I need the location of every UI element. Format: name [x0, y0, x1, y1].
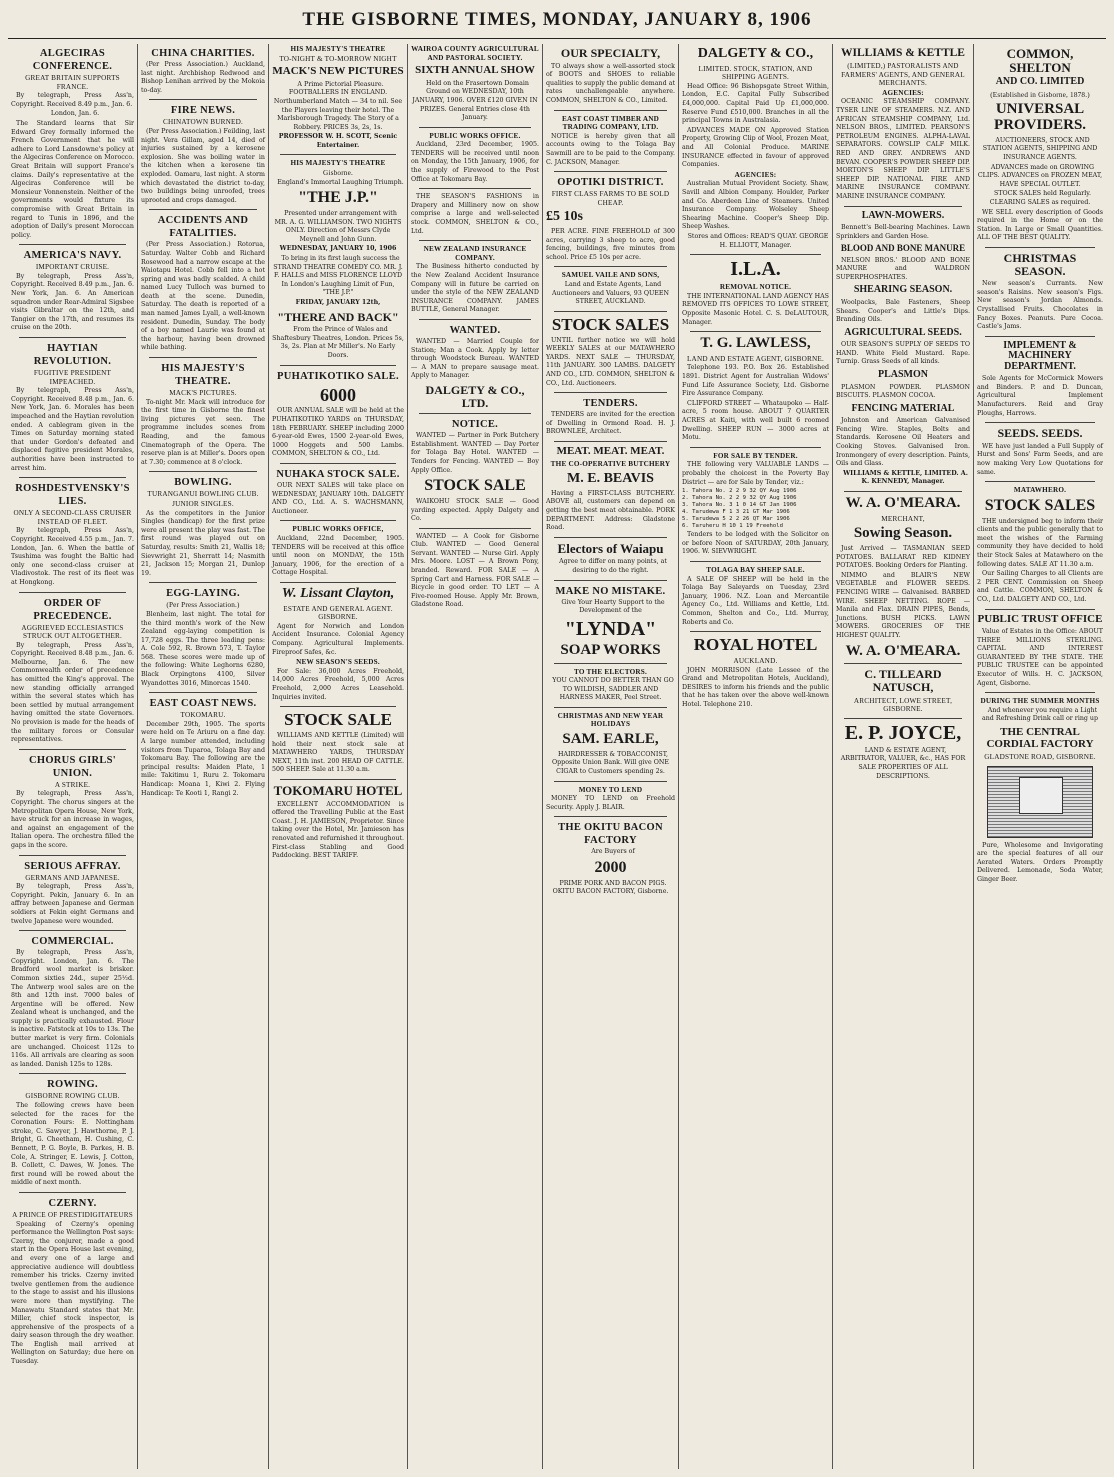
column-1 [8, 44, 137, 1471]
headline: THE CO-OPERATIVE BUTCHERY [550, 460, 671, 469]
ad-title: C. TILLEARD NATUSCH, [864, 667, 942, 694]
article-body: The Standard learns that Sir Edward Grey formally informed the French Government that he will adhere to Lord Lansdowne's policy at the Algeciras Conference on Morocco. Great Britain will support France's claims. Daily's representative at the Algeciras Conference will be Monsieur Vonnenstein. Neither of the governments would fixture its compromise with Great Britain in regard to Tunis in 1896, and the adoption of Daily's present Moroccan policy. [11, 119, 134, 239]
headline: ROSHDESTVENSKY'S LIES. [15, 483, 130, 508]
subheadline: ARCHITECT, LOWE STREET, GISBORNE. [853, 696, 953, 714]
ad-title: "THERE AND BACK" [277, 309, 399, 324]
headline: AGENCIES: [882, 88, 924, 97]
ad-body: The Business hitherto conducted by the New Zealand Accident Insurance Company will in future be carried on under the style of the NEW ZEALAND INSURANCE COMPANY. JAMES BUTTLE, General Manager. [411, 263, 539, 314]
headline: PUBLIC WORKS OFFICE. [429, 131, 521, 140]
headline: AMERICA'S NAVY. [23, 250, 122, 262]
ad-body: Held on the Frasertown Domain Ground on WEDNESDAY, 10th JANUARY, 1906. OVER £120 GIVEN IN PRIZES. General Entries close 4th January. [412, 79, 538, 122]
ad-body: Johnston and American Galvanised Fencing Wire. Staples, Bolts and Standards. Kerosene Oil Heaters and Cooking Stoves. Galvanised Iron. Ironmongery of every description. Paints, Oils and Glass. [836, 417, 970, 468]
ad-body: TO always show a well-assorted stock of BOOTS and SHOES to reliable qualities to supply the public demand at rates unchallengeable anywhere. COMMON, SHELTON & CO., Limited. [546, 62, 675, 104]
ad-title: T. G. LAWLESS, [700, 335, 811, 352]
table-row: 4. Tarudewa F 1 3 21 GT Mar 1906 [682, 509, 790, 516]
ad-title: CHRISTMAS SEASON. [1003, 251, 1077, 278]
ad-body: Value of Estates in the Office: ABOUT THREE MILLIONS STERLING. CAPITAL AND INTEREST GUARANTEED BY THE STATE. THE PUBLIC TRUSTEE can be appointed Executor of Wills. H. C. JACKSON, Agent, Gisborne. [977, 628, 1103, 687]
headline: TO THE ELECTORS. [574, 667, 647, 676]
ad-body: EXCELLENT ACCOMMODATION is offered the Travelling Public at the East Coast. J. H. JAMIESON, Proprietor. Since taking over the Hotel, Mr. Jamieson has renovated and refurnished it throughout. First-class Stabling and Good Paddocking. BEST TARIFF. [272, 800, 404, 860]
ad-body: Presented under arrangement with MR. A. G. WILLIAMSON. TWO NIGHTS ONLY. Direction of Messrs Clyde Meynell and John Gunn. [274, 210, 402, 243]
ad-body: WE SELL every description of Goods required in the Home or on the Station. In Large or Small Quantities. ALL OF THE BEST QUALITY. [977, 208, 1103, 242]
subheadline: GERMANS AND JAPANESE. [25, 873, 120, 882]
ad-title: W. A. O'MEARA. [845, 494, 961, 511]
ad-title: M. E. BEAVIS [567, 471, 654, 487]
ad-body: WAIKOHU STOCK SALE — Good yarding expected. Apply Dalgety and Co. [411, 497, 539, 523]
ad-body: THE following very VALUABLE LANDS — probably the choicest in the Poverty Bay District — are for Sale by Tender, viz.: [682, 461, 829, 486]
headline: ROWING. [47, 1079, 98, 1091]
ad-body: Land and Estate Agents, Land Auctioneers and Valuers, 93 QUEEN STREET, AUCKLAND. [551, 280, 669, 306]
column-2 [138, 44, 268, 1471]
headline: EAST COAST TIMBER AND TRADING COMPANY, LTD. [561, 114, 660, 132]
byline: By telegraph, Press Ass'n, Copyright. Received 8.49 p.m., Jan. 6. [11, 92, 134, 108]
ad-body: Give Your Hearty Support to the Development of the [561, 598, 665, 615]
ad-title: LAWN-MOWERS. [861, 209, 945, 221]
ad-title: DALGETY & CO., [697, 46, 814, 61]
subheadline: GISBORNE ROWING CLUB. [25, 1092, 120, 1101]
subheadline: CHINATOWN BURNED. [163, 118, 243, 127]
headline: CHRISTMAS AND NEW YEAR HOLIDAYS [557, 711, 664, 729]
headline: CHORUS GIRLS' UNION. [28, 754, 117, 779]
ad-body: UNTIL further notice we will hold WEEKLY SALES at our MATAWHERO YARDS. NEXT SALE — THURSDAY, 11th JANUARY. 300 LAMBS. DALGETY AND CO., LTD. COMMON, SHELTON & CO., Ltd. Auctioneers. [546, 336, 675, 387]
headline: AGENCIES: [734, 170, 777, 179]
article-body: To-night Mr. Mack will introduce for the first time in Gisborne the finest living pictures yet seen. The programme includes scenes from Reading, and the famous Cinematograph of the Opera. The reserve plan is at Miller's. Doors open at 7.30; commence at 8 o'clock. [141, 398, 265, 466]
ad-body: New season's Currants. New season's Raisins. New season's Figs. New season's Jordan Almonds. Crystallised Fruits. Chocolates in Fancy Boxes. Peanuts. Pure Cocoa. Castle's Jams. [977, 280, 1103, 331]
ad-line: PROFESSOR W. H. SCOTT, Scenic Entertainer. [278, 133, 398, 149]
ad-body: YOU CANNOT DO BETTER THAN GO TO WILDISH, SADDLER AND HARNESS MAKER, Peel Street. [552, 677, 674, 702]
subheadline: LAND AND ESTATE AGENT, GISBORNE. [686, 354, 825, 363]
land-table [682, 488, 829, 530]
headline: CZERNY. [48, 1197, 97, 1209]
ad-title: DALGETY & CO., LTD. [425, 382, 525, 410]
ad-body: Head Office: 96 Bishopsgate Street Within, London, E.C. Capital Fully Subscribed £4,000,000. Capital Paid Up £1,000,000. Reserve Fund £510,000. Branches in all the principal Towns in Australasia. [682, 82, 829, 125]
ad-title: "THE J.P." [298, 189, 378, 207]
headline: NUHAKA STOCK SALE. [276, 469, 400, 481]
ad-body: ADVANCES made on GROWING CLIPS. ADVANCES on FROZEN MEAT, HAVE SPECIAL OUTLET. [977, 163, 1103, 188]
subheadline: (LIMITED,) PASTORALISTS AND FARMERS' AGENTS, AND GENERAL MERCHANTS. [841, 62, 965, 88]
article-body: By telegraph, Press Ass'n, Copyright. London, Jan. 6. The Bradford wool market is brisker. Common sixties 24d., super 25½d. The Antwerp wool sales are on the 8th and 12th inst. 7000 bales of Argentine will be offered. New Zealand wheat is unchanged, and the supply is practically exhausted. Flour is inactive. Fatstock at 10s to 13s. The butter market is very firm. Colonials are unchanged. Choicest 112s to 116s. All arrivals are clearing as soon as landed. Danish 125s to 128s. [11, 949, 134, 1068]
ad-body: Our Sailing Charges to all Clients are 2 PER CENT. Commission on Sheep and Cattle. COMMON, SHELTON & CO., Ltd. DALGETY AND CO., Ltd. [977, 570, 1103, 603]
ad-body: WANTED — Partner in Pork Butchery Establishment. WANTED — Day Porter for Tolaga Bay Hotel. WANTED — Tenders for Fencing. WANTED — Boy Apply Office. [411, 432, 539, 474]
ad-title: 6000 [320, 384, 356, 405]
article-body: By telegraph, Press Ass'n, Copyright. The chorus singers at the Metropolitan Opera House, New York, have struck for an increase in wages, and against an engagement of the Italian opera. The orchestra filled the gaps in the score. [11, 790, 134, 849]
ad-body: For Sale: 36,000 Acres Freehold, 14,000 Acres Freehold, 5,000 Acres Freehold, 2,000 Acres Leasehold. Inquiries invited. [272, 667, 404, 701]
ad-title: W. A. O'MEARA. [845, 642, 961, 659]
subheadline: JUNIOR SINGLES. [172, 499, 234, 508]
ad-body: AUCTIONEERS, STOCK AND STATION AGENTS, SHIPPING AND INSURANCE AGENTS. [982, 136, 1098, 162]
ad-body: Telephone 193. P.O. Box 26. Established 1891. District Agent for Australian Widows' Fund Life Assurance Society, Ltd. Gisborne Fire Assurance Company. [682, 364, 829, 398]
article-body: As the competitors in the Junior Singles (handicap) for the first prize were all present the play was fast. The first round was played out on Saturday, results: Smith 21, Wallis 18; Sievwright 21, Sherratt 14; Nasmith 21, Jackson 15; Morgan 21, Dunlop 19. [141, 509, 265, 577]
subheadline: A PRINCE OF PRESTIDIGITATEURS [12, 1210, 133, 1219]
headline: CHINA CHARITIES. [151, 48, 255, 59]
ad-body: NOTICE is hereby given that all accounts owing to the Tolaga Bay Sawmill are to be paid to the Company. C. JACKSON, Manager. [546, 132, 675, 166]
ad-body: England's Immortal Laughing Triumph. [277, 178, 404, 186]
subheadline: A STRIKE. [54, 780, 91, 789]
ad-title: SIXTH ANNUAL SHOW [415, 64, 535, 77]
subheadline: (Established in Gisborne, 1878.) [990, 90, 1090, 99]
article-body: Speaking of Czerny's opening performance the Wellington Post says: Czerny, the conjurer, made a good start in the Opera House last evening, and every one of a large and appreciative audience will doubtless remember his tricks. Czerny invited twelve gentlemen from the audience to the stage to assist and his illusions were more than mystifying. The Manawatu Standard states that Mr. Miller, chief stock inspector, is apprehensive of the prospects of a dairy season through the dry weather. The English mail arrived at Wellington on Saturday; due here on Tuesday. [11, 1220, 134, 1366]
ad-title: SHEARING SEASON. [853, 284, 953, 296]
headline: PUBLIC WORKS OFFICE, [292, 525, 384, 534]
subheadline: FIRST CLASS FARMS TO BE SOLD CHEAP. [551, 190, 670, 207]
headline: MONEY TO LEND [578, 785, 643, 794]
ad-body: OUR NEXT SALES will take place on WEDNESDAY, JANUARY 10th. DALGETY AND CO., Ltd. A. S. WACHSMANN, Auctioneer. [272, 482, 404, 515]
ad-body: Agent for Norwich and London Accident Insurance. Colonial Agency Company. Agricultural Implements. Fireproof Safes, &c. [272, 622, 404, 656]
ad-title: STOCK SALE [284, 710, 392, 730]
ad-body: OCEANIC STEAMSHIP COMPANY. TYSER LINE OF STEAMERS. N.Z. AND AFRICAN STEAMSHIP COMPANY, Ltd. NELSON BROS., LIMITED. PEARSON'S PETROLEUM ENGINES. ALPHA-LAVAL SEPARATORS. COWSLIP CALF MILK. RED AND GREY. ANDREWS AND BEVAN. COOPER'S POWDER SHEEP DIP. MORTON'S SHEEP DIP. LITTLE'S SHEEP DIP. NATIONAL FIRE AND MARINE INSURANCE COMPANY. MARINE INSURANCE COMPANY. [836, 98, 970, 200]
headline: MATAWHERO. [1013, 486, 1067, 495]
ad-body: WE have just landed a Full Supply of Hurst and Sons' Farm Seeds, and are now making Very Low Quotations for same. [977, 442, 1103, 476]
ad-body: Stores and Offices: READ'S QUAY. GEORGE H. ELLIOTT, Manager. [687, 232, 829, 249]
ad-title: COMMON, SHELTON [1006, 46, 1074, 75]
ad-body: PRIME PORK AND BACON PIGS. OKITU BACON FACTORY, Gisborne. [552, 879, 669, 896]
ad-title: £5 10s [546, 209, 583, 225]
ad-title: SEEDS. SEEDS. [997, 426, 1083, 441]
ad-line: WEDNESDAY, JANUARY 10, 1906 [279, 245, 397, 253]
ad-title: OUR SPECIALTY, [560, 46, 661, 60]
ad-title: SAM. EARLE, [562, 731, 659, 748]
theatre-heading: HIS MAJESTY'S THEATRE [290, 159, 386, 168]
subheadline: TO-NIGHT & TO-MORROW NIGHT [279, 54, 397, 63]
ad-body: WANTED — Married Couple for Station; Man a Cook. Apply by letter through Woodstock Bureau. WANTED — A MAN to prepare sausage meat. Apply to Manager. [411, 337, 539, 380]
ad-body: STOCK SALES held Regularly. CLEARING SALES as required. [989, 190, 1092, 207]
ad-title: ROYAL HOTEL [693, 635, 818, 655]
subheadline: TOKOMARU. [180, 711, 226, 720]
ad-body: And whenever you require a Light and Refreshing Drink call or ring up [981, 706, 1099, 723]
headline: NEW SEASON'S SEEDS. [296, 658, 380, 667]
headline: PUHATIKOTIKO SALE. [277, 370, 399, 382]
ad-title: UNIVERSAL PROVIDERS. [993, 101, 1087, 134]
ad-title: STOCK SALE [424, 477, 526, 495]
ad-body: Australian Mutual Provident Society. Shaw, Savill and Albion Company. Houlder, Parker and Co. Aberdeen Line of Steamers. United Insurance Company. Wolseley Sheep Shearing Machine. Cooper's Sheep Dip. Sheep Washes. [682, 180, 829, 231]
ad-body: Are Buyers of [591, 848, 635, 856]
subheadline: FUGITIVE PRESIDENT IMPEACHED. [33, 369, 112, 386]
ad-body: CLIFFORD STREET — Whataupoko — Half-acre, 5 room house. ABOUT 7 QUARTER ACRES at Kaiti, with well built 6 roomed Dwelling. SHEEP RUN — 3000 acres at Motu. [682, 399, 829, 442]
ad-title: Sowing Season. [853, 525, 953, 542]
dateline: London, Jan. 6. [50, 110, 100, 118]
article-body: (Per Press Association.) Rotorua, Saturday. Walter Cobb and Richard Rosewood had a narrow escape at the Waiotapu Hotel. Cobb fell into a hot spring and was badly scalded. A child named Lucy Tulloch was burned to death at the scene. Dunedin, Saturday. The death is reported of a man named James Lyall, a well-known resident. Dunedin, Sunday. The body of a boy named Laurie was found at the harbour, having been drowned while bathing. [141, 241, 265, 352]
subheadline: GREAT BRITAIN SUPPORTS FRANCE. [25, 74, 120, 91]
ad-body: Auckland, 22nd December, 1905. TENDERS will be received at this office until noon on MONDAY, the 15th January, 1906, for the erection of a Cottage Hospital. [272, 534, 404, 577]
ad-body: Bennett's Bell-bearing Machines. Lawn Sprinklers and Garden Hose. [836, 224, 970, 240]
ad-body: Having a FIRST-CLASS BUTCHERY. ABOVE all, customers can depend on getting the best meat obtainable. PORK DEPARTMENT. Address: Gladstone Road. [546, 489, 675, 532]
ad-title: FENCING MATERIAL [851, 402, 955, 414]
ad-title: AGRICULTURAL SEEDS. [844, 326, 962, 338]
headline: COMMERCIAL. [31, 936, 114, 948]
ad-title: E. P. JOYCE, [844, 721, 962, 744]
ad-line: FRIDAY, JANUARY 12th, [295, 299, 381, 306]
ad-title: I.L.A. [730, 258, 781, 281]
ad-title: SOAP WORKS [560, 641, 661, 658]
ad-title: PLASMON [878, 369, 928, 381]
ad-body: NELSON BROS.' BLOOD AND BONE MANURE and WALDRON SUPERPHOSPHATES. [836, 256, 970, 281]
headline: THE OKITU BACON FACTORY [558, 822, 663, 847]
theatre-heading: HIS MAJESTY'S THEATRE [290, 45, 386, 53]
ad-title: 2000 [594, 858, 627, 876]
headline: HIS MAJESTY'S THEATRE. [161, 363, 245, 388]
ad-body: To bring in its first laugh success the STRAND THEATRE COMEDY CO. MR. J. F. HALLS and MISS FLORENCE LLOYD In London's Laughing Limit of Fun, "THE J.P." [273, 255, 403, 297]
ad-title: BLOOD AND BONE MANURE [840, 243, 966, 254]
ad-title: TOKOMARU HOTEL [273, 782, 403, 798]
subheadline: LIMITED. STOCK, STATION, AND SHIPPING AGENTS. [698, 64, 813, 82]
article-body: By telegraph, Press Ass'n, Copyright. Received 8.49 p.m., Jan. 6. New York, Jan. 6. An American squadron under Rear-Admiral Sigsbee visits Gibraltar on the 12th, and Tangier on the 17th, and resumes its cruise on the 20th. [11, 272, 134, 332]
ad-title: STOCK SALES [984, 496, 1096, 514]
table-row: 3. Tahora No. 3 1 0 14 GT Jan 1906 [682, 502, 797, 509]
factory-engraving-illustration [987, 766, 1093, 838]
ad-title: W. Lissant Clayton, [281, 585, 395, 601]
headline: BOWLING. [174, 477, 232, 489]
subheadline: AGGRIEVED ECCLESIASTICS STRUCK OUT ALTOGETHER. [21, 623, 124, 641]
headline: SERIOUS AFFRAY. [24, 860, 121, 872]
headline: MAKE NO MISTAKE. [555, 585, 666, 597]
subheadline: AUCKLAND. [733, 656, 778, 665]
ad-title: Electors of Waiapu [557, 540, 664, 556]
ad-body: LAND & ESTATE AGENT, ARBITRATOR, VALUER, &c., HAS FOR SALE PROPERTIES OF ALL DESCRIPTIONS. [840, 746, 966, 780]
ad-body: OUR ANNUAL SALE will be held at the PUHATIKOTIKO YARDS on THURSDAY, 18th FEBRUARY. SHEEP including 2000 6-year-old Ewes, 1500 2-year-old Ewes, 1000 Hoggets and 500 Lambs. COMMON, SHELTON & CO., Ltd. [272, 407, 404, 458]
ad-body: Tenders to be lodged with the Solicitor on or before Noon of SATURDAY, 20th January, 1906. W. SIEVWRIGHT. [682, 531, 829, 556]
ad-title: MEAT. MEAT. MEAT. [556, 444, 665, 457]
headline: HAYTIAN REVOLUTION. [33, 343, 112, 368]
ad-body: TENDERS are invited for the erection of Dwelling in Ormond Road. H. J. BROWNLEE, Architect. [546, 411, 675, 436]
ad-body: Agree to differ on many points, at desiring to do the right. [559, 558, 667, 574]
ad-body: THE SEASON'S FASHIONS in Drapery and Millinery now on show comprise a large and well-selected stock. COMMON, SHELTON & CO., Ltd. [411, 193, 539, 235]
ad-body: Pure, Wholesome and Invigorating are the special features of all our Aerated Waters. Orders Promptly Delivered. Lemonade, Soda Water, Ginger Beer. [977, 841, 1103, 884]
headline: WANTED. [449, 324, 501, 336]
ad-title: IMPLEMENT & MACHINERY DEPARTMENT. [1003, 339, 1077, 372]
ad-title: AND CO. LIMITED [995, 76, 1085, 88]
ad-title: MACK'S NEW PICTURES [272, 65, 404, 78]
ad-body: A Prime Pictorial Pleasure. FOOTBALLERS IN ENGLAND. Northumberland Match — 34 to nil. See the Players leaving their hotel. The Marlsborough Tragedy. The Story of a Robbery. PRICES 3s, 2s, 1s. [273, 80, 403, 131]
article-body: (Per Press Association.) Feilding, last night. Vera Gillam, aged 14, died of injuries sustained by a kerosene explosion. She was boiling water in the kitchen when a kerosene tin exploded. Oamaru, last night. A storm which devastated the district to-day, two buildings being unroofed, trees uprooted and crops damaged. [141, 127, 265, 204]
ad-body: Woolpacks, Bale Fasteners, Sheep Shears. Cooper's and Little's Dips. Branding Oils. [836, 298, 970, 324]
table-row: 6. Taruheru H 10 1 19 Freehold [682, 523, 784, 530]
headline: ALGECIRAS CONFERENCE. [32, 48, 113, 72]
column-4 [408, 44, 542, 1471]
ad-body: MONEY TO LEND on Freehold Security. Apply J. BLAIR. [546, 795, 675, 811]
article-body: Blenheim, last night. The total for the third month's work of the New Zealand egg-laying competition is 17,728 eggs. The three leading pens: A. Cole 592, R. Brown 573, T. Taylor 568. These scores were made up of the following: White Leghorns 6280, Black Orpingtons 4100, Silver Wyandottes 3016, Minorcas 1540. [141, 610, 265, 687]
subheadline: (Per Press Association.) [166, 601, 240, 610]
ad-body: WILLIAMS AND KETTLE (Limited) will hold their next stock sale at MATAWHERO YARDS, THURSDAY NEXT, 11th inst. 200 HEAD OF CATTLE. 500 SHEEP. Sale at 11.30 a.m. [272, 732, 404, 774]
ad-body: THE INTERNATIONAL LAND AGENCY HAS REMOVED ITS OFFICES TO LOWE STREET, Opposite Masonic Hotel. C. S. DeLAUTOUR, Manager. [682, 292, 829, 326]
column-8 [974, 44, 1106, 1471]
ad-body: A SALE OF SHEEP will be held in the Tolaga Bay Saleyards on Tuesday, 23rd January, 1906. N.Z. Loan and Mercantile Agency Co., Ltd. Williams and Kettle, Ltd. Common, Shelton and Co., Ltd. Murray, Roberts and Co. [682, 575, 829, 626]
headline: NOTICE. [451, 419, 499, 431]
article-body: (Per Press Association.) Auckland, last night. Archbishop Redwood and Bishop Lenihan arrived by the Mokoia to-day. [141, 61, 265, 94]
subheadline: MACK'S PICTURES. [169, 389, 237, 398]
ad-title: "LYNDA" [564, 617, 657, 640]
ad-body: OUR SEASON'S SUPPLY OF SEEDS TO HAND. White Field Mustard. Rape. Turnip. Grass Seeds of all kinds. [836, 341, 970, 366]
ad-body: From the Prince of Wales and Shaftesbury Theatres, London. Prices 5s, 3s, 2s. Plan at Mr Miller's. No Early Doors. [272, 326, 404, 359]
ad-body: Just Arrived — TASMANIAN SEED POTATOES. BALLARAT RED KIDNEY POTATOES. Booking Orders for Planting. [836, 545, 970, 570]
ad-body: NIMMO and BLAIR'S NEW VEGETABLE and FLOWER SEEDS. FENCING WIRE — Galvanised. BARBED WIRE. SHEEP NETTING. ROPE — Manila and Flax. DRAIN PIPES, Bends, Junctions. BUSH PICKS. LAWN MOWERS. GROCERIES OF THE HIGHEST QUALITY. [836, 571, 970, 639]
table-row: 1. Tahora No. 2 2 9 32 QY Aug 1906 [682, 488, 797, 495]
column-6 [679, 44, 832, 1471]
subheadline: TURANGANUI BOWLING CLUB. [147, 490, 259, 499]
ad-body: Sole Agents for McCormick Mowers and Binders. P. and D. Duncan, Agricultural Implement Manufacturers. Reid and Gray Ploughs, Harrows. [977, 375, 1103, 417]
table-row: 5. Tarudewa 5 2 2 26 QT Mar 1906 [682, 516, 790, 523]
subheadline: GLADSTONE ROAD, GISBORNE. [984, 753, 1096, 762]
article-body: December 29th, 1905. The sports were held on Te Ariuru on a fine day. A large number attended, including visitors from Tuparoa, Tolaga Bay and Tokomaru Bay. The following are the principal results: Maiden Plate, 1 mile: Takitimu 1, Ruru 2. Tokomaru Handicap: Moana 1, Kiwi 2. Flying Handicap: Te Kooti 1, Rangi 2. [141, 720, 265, 797]
masthead-rule [8, 38, 1106, 39]
headline: FIRE NEWS. [170, 105, 236, 117]
headline: SAMUEL VAILE AND SONS, [561, 271, 660, 280]
ad-title: STOCK SALES [551, 314, 670, 334]
ad-body: ADVANCES MADE ON Approved Station Property, Growing Clip of Wool, Frozen Meat, and All Colonial Produce. MARINE INSURANCE effected in favour of approved Companies. [682, 126, 829, 169]
headline: FOR SALE BY TENDER. [713, 451, 798, 460]
article-body: By telegraph, Press Ass'n, Copyright. Pekin, January 6. In an affray between Japanese and German soldiers at Fekin eight Germans and twelve Japanese were wounded. [11, 883, 134, 925]
subheadline: ESTATE AND GENERAL AGENT. GISBORNE. [283, 604, 393, 622]
ad-body: JOHN MORRISON (Late Lessee of the Grand and Metropolitan Hotels, Auckland), DESIRES to inform his friends and the public that he has taken over the above well-known Hotel. Telephone 210. [682, 666, 829, 708]
headline: TENDERS. [583, 398, 638, 410]
ad-body: WANTED — A Cook for Gisborne Club. WANTED — Good General Servant. WANTED — Nurse Girl. Apply Mrs. Moore. LOST — A Brown Pony, branded. Reward. FOR SALE — A Spring Cart and Harness. FOR SALE — Bicycle in good order. TO LET — A Five-roomed House. Apply Mr. Brown, Gladstone Road. [411, 532, 539, 609]
article-body: The following crews have been selected for the races for the Coronation Fours: E. Nottingham stroke, C. Sawyer, J. Hawthorne, P. J. Bright, G. Cheetham, H. Cushing, C. Bennett, P. G. Boyle, B. Parkes, H. B. Cole, A. Stringer, E. Lewis, J. Cotton, B. Collett, C. Dawes, W. Jones. The first round will be rowed about the middle of next month. [11, 1102, 134, 1187]
headline: OPOTIKI DISTRICT. [557, 177, 664, 189]
subheadline: IMPORTANT CRUISE. [35, 263, 110, 272]
headline: NEW ZEALAND INSURANCE COMPANY. [423, 245, 527, 262]
ad-body: HAIRDRESSER & TOBACCONIST, Opposite Union Bank. Will give ONE CIGAR to Customers spending 2s. [551, 750, 669, 775]
column-7 [833, 44, 973, 1471]
article-body: By telegraph, Press Ass'n, Copyright. Received 8.48 p.m., Jan. 6. Melbourne, Jan. 6. The new Commonwealth order of precedence has omitted the King's approval. The new standing officially arranged within the several states which has been settled by mutual arrangement having omitted the state Governors. No provision is made for the heads of the military forces or Consular representatives. [11, 641, 134, 744]
column-3 [269, 44, 407, 1471]
table-row: 2. Tahora No. 2 2 9 32 QY Aug 1906 [682, 495, 797, 502]
column-5 [543, 44, 678, 1471]
subheadline: Gisborne. [323, 169, 353, 178]
ad-title: THE CENTRAL CORDIAL FACTORY [986, 726, 1094, 750]
ad-body: PER ACRE. FINE FREEHOLD of 300 acres, carrying 3 sheep to acre, good fencing, buildings, five minutes from school. Price £5 10s per acre. [546, 228, 675, 261]
subheadline: ONLY A SECOND-CLASS CRUISER INSTEAD OF FLEET. [13, 509, 132, 526]
article-body: By telegraph, Press Ass'n, Copyright. Received 8.48 p.m., Jan. 6. New York, Jan. 6. Morales has been impeached and the Haytian revolution ended. A cablegram given in the Times on Saturday morning stated that under Gordon's defeated and displaced fugitive president Morales, authorities have been instructed to arrest him. [11, 387, 134, 472]
headline: EGG-LAYING. [166, 588, 240, 600]
ad-title: PUBLIC TRUST OFFICE [977, 612, 1103, 625]
article-body: By telegraph, Press Ass'n, Copyright. Received 4.55 p.m., Jan. 7. London, Jan. 6. When the battle of Tsushima was fought the Baltic had only one second-class cruiser at Vladivostok. The rest of its fleet was at Hongkong. [11, 527, 134, 586]
subheadline: REMOVAL NOTICE. [719, 283, 792, 292]
headline: EAST COAST NEWS. [149, 698, 257, 710]
ad-body: PLASMON POWDER. PLASMON BISCUITS. PLASMON COCOA. [836, 383, 970, 400]
subheadline: MERCHANT, [881, 514, 925, 523]
headline: WAIROA COUNTY AGRICULTURAL AND PASTORAL SOCIETY. [411, 45, 539, 62]
masthead: THE GISBORNE TIMES, MONDAY, JANUARY 8, 1906 [302, 9, 812, 30]
headline: ACCIDENTS AND FATALITIES. [157, 215, 249, 240]
headline: DURING THE SUMMER MONTHS [980, 697, 1100, 706]
headline: ORDER OF PRECEDENCE. [33, 597, 112, 622]
ad-body: THE undersigned beg to inform their clients and the public generally that to meet the wishes of the Farming community they have decided to hold their Stock Sales at Matawhero on the following dates. SALE AT 11.30 a.m. [977, 517, 1103, 568]
ad-title: WILLIAMS & KETTLE [841, 47, 965, 59]
ad-body: WILLIAMS & KETTLE, LIMITED. A. K. KENNEDY, Manager. [843, 469, 968, 486]
ad-body: Auckland, 23rd December, 1905. TENDERS will be received until noon on Monday, the 15th January, 1906, for the supply of Firewood to the Post Office at Tokomaru Bay. [411, 141, 539, 183]
headline: TOLAGA BAY SHEEP SALE. [706, 565, 805, 574]
